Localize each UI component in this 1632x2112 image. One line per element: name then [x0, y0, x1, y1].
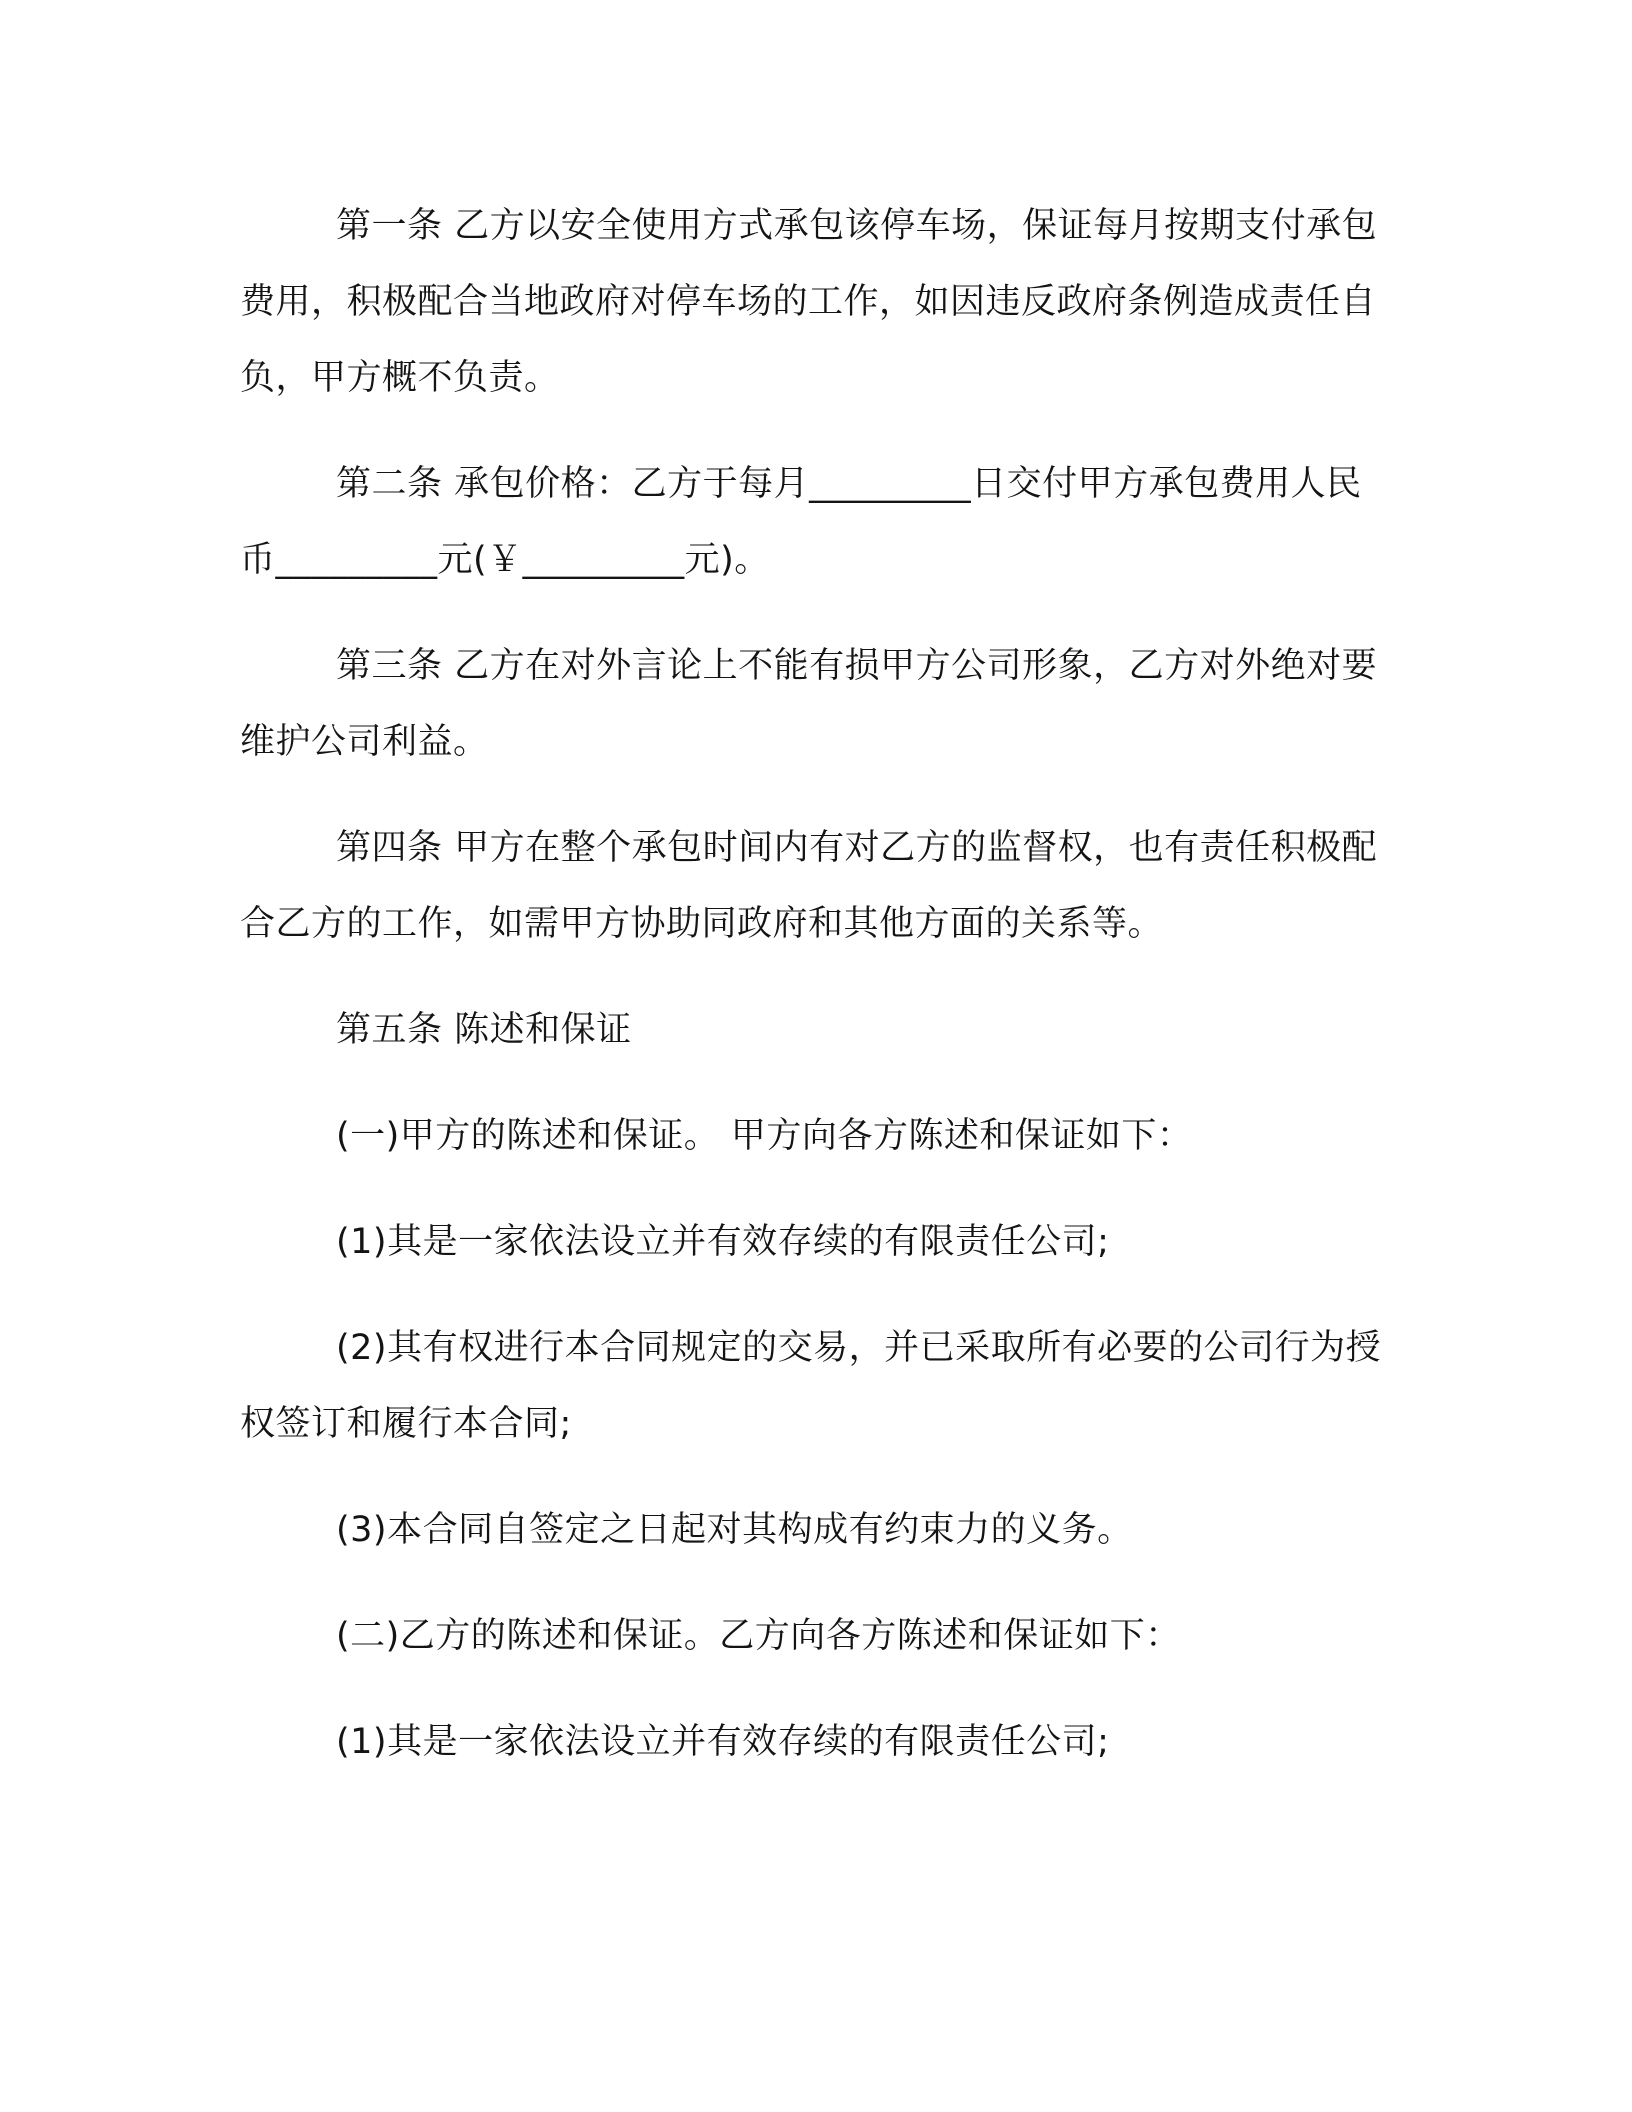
party-a-representations-heading: (一)甲方的陈述和保证。 甲方向各方陈述和保证如下：	[336, 1116, 1193, 1156]
party-a-item-1: (1)其是一家依法设立并有效存续的有限责任公司;	[336, 1222, 1110, 1262]
party-b-representations-heading: (二)乙方的陈述和保证。乙方向各方陈述和保证如下：	[336, 1616, 1181, 1656]
article-1-paragraph: 第一条 乙方以安全使用方式承包该停车场，保证每月按期支付承包费用，积极配合当地政府对停车场的工作，如因违反政府条例造成责任自负，甲方概不负责。	[240, 206, 1378, 398]
article-2-paragraph: 第二条 承包价格：乙方于每月_________日交付甲方承包费用人民币_________元(￥_________元)。	[240, 464, 1362, 580]
party-a-item-3: (3)本合同自签定之日起对其构成有约束力的义务。	[336, 1510, 1133, 1550]
article-3-paragraph: 第三条 乙方在对外言论上不能有损甲方公司形象，乙方对外绝对要维护公司利益。	[240, 646, 1378, 762]
party-a-item-2: (2)其有权进行本合同规定的交易，并已采取所有必要的公司行为授权签订和履行本合同;	[240, 1328, 1382, 1444]
document-body	[240, 188, 1390, 1810]
article-5-heading: 第五条 陈述和保证	[336, 1010, 632, 1050]
party-b-item-1: (1)其是一家依法设立并有效存续的有限责任公司;	[336, 1722, 1110, 1762]
article-4-paragraph: 第四条 甲方在整个承包时间内有对乙方的监督权，也有责任积极配合乙方的工作，如需甲方协助同政府和其他方面的关系等。	[240, 828, 1378, 944]
